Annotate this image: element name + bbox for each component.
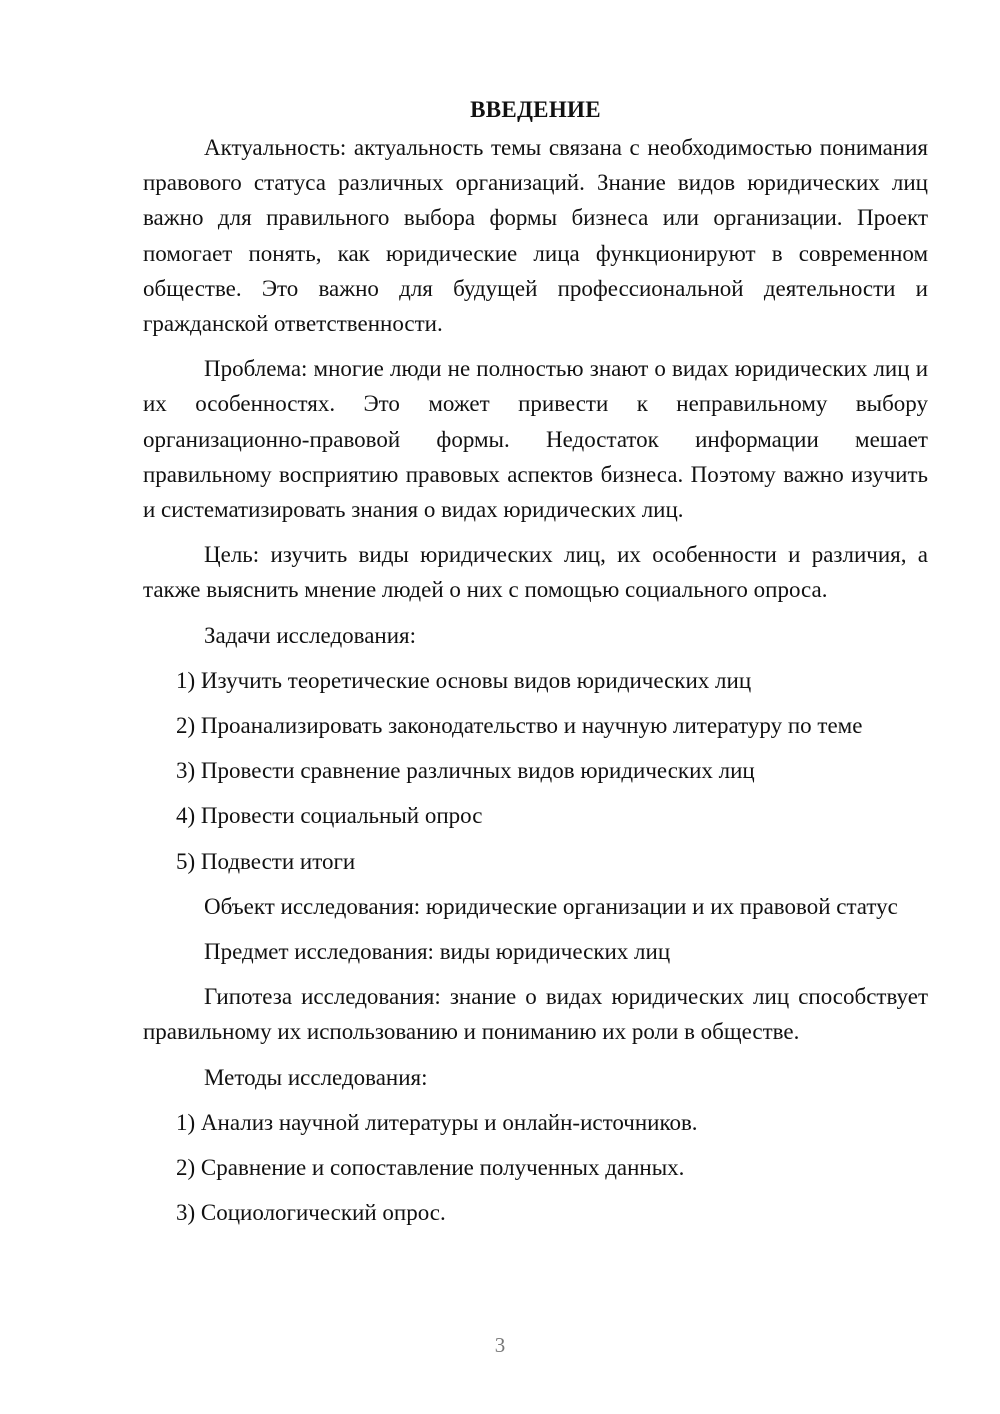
paragraph-hypothesis: Гипотеза исследования: знание о видах юридических лиц способствует правильному их использованию и пониманию их роли в обществе.	[143, 984, 928, 1045]
task-item: 3) Провести сравнение различных видов юридических лиц	[176, 758, 755, 784]
task-item: 4) Провести социальный опрос	[176, 803, 483, 829]
task-item: 2) Проанализировать законодательство и научную литературу по теме	[176, 713, 863, 739]
paragraph-goal: Цель: изучить виды юридических лиц, их особенности и различия, а также выяснить мнение людей о них с помощью социального опроса.	[143, 542, 928, 603]
paragraph-subject: Предмет исследования: виды юридических лиц	[204, 939, 671, 965]
method-item: 3) Социологический опрос.	[176, 1200, 446, 1226]
paragraph-object: Объект исследования: юридические организации и их правовой статус	[204, 893, 898, 919]
methods-heading: Методы исследования:	[204, 1064, 428, 1090]
paragraph-problem: Проблема: многие люди не полностью знают о видах юридических лиц и их особенностях. Это может привести к неправильному выбору организационно-правовой формы. Недостаток информации мешает правильному восприятию правовых аспектов бизнеса. Поэтому важно изучить и систематизировать знания о видах юридических лиц.	[143, 356, 928, 523]
page-title: ВВЕДЕНИЕ	[470, 97, 601, 122]
task-item: 5) Подвести итоги	[176, 848, 356, 874]
method-item: 1) Анализ научной литературы и онлайн-источников.	[176, 1109, 698, 1135]
method-item: 2) Сравнение и сопоставление полученных данных.	[176, 1155, 685, 1181]
tasks-heading: Задачи исследования:	[204, 622, 417, 648]
task-item: 1) Изучить теоретические основы видов юридических лиц	[176, 667, 752, 693]
page-number: 3	[494, 1333, 506, 1357]
paragraph-relevance: Актуальность: актуальность темы связана с необходимостью понимания правового статуса различных организаций. Знание видов юридических лиц важно для правильного выбора формы бизнеса или организации. Проект помогает понять, как юридические лица функционируют в современном обществе. Это важно для будущей профессиональной деятельности и гражданской ответственности.	[143, 135, 928, 337]
document-page	[143, 92, 928, 1240]
